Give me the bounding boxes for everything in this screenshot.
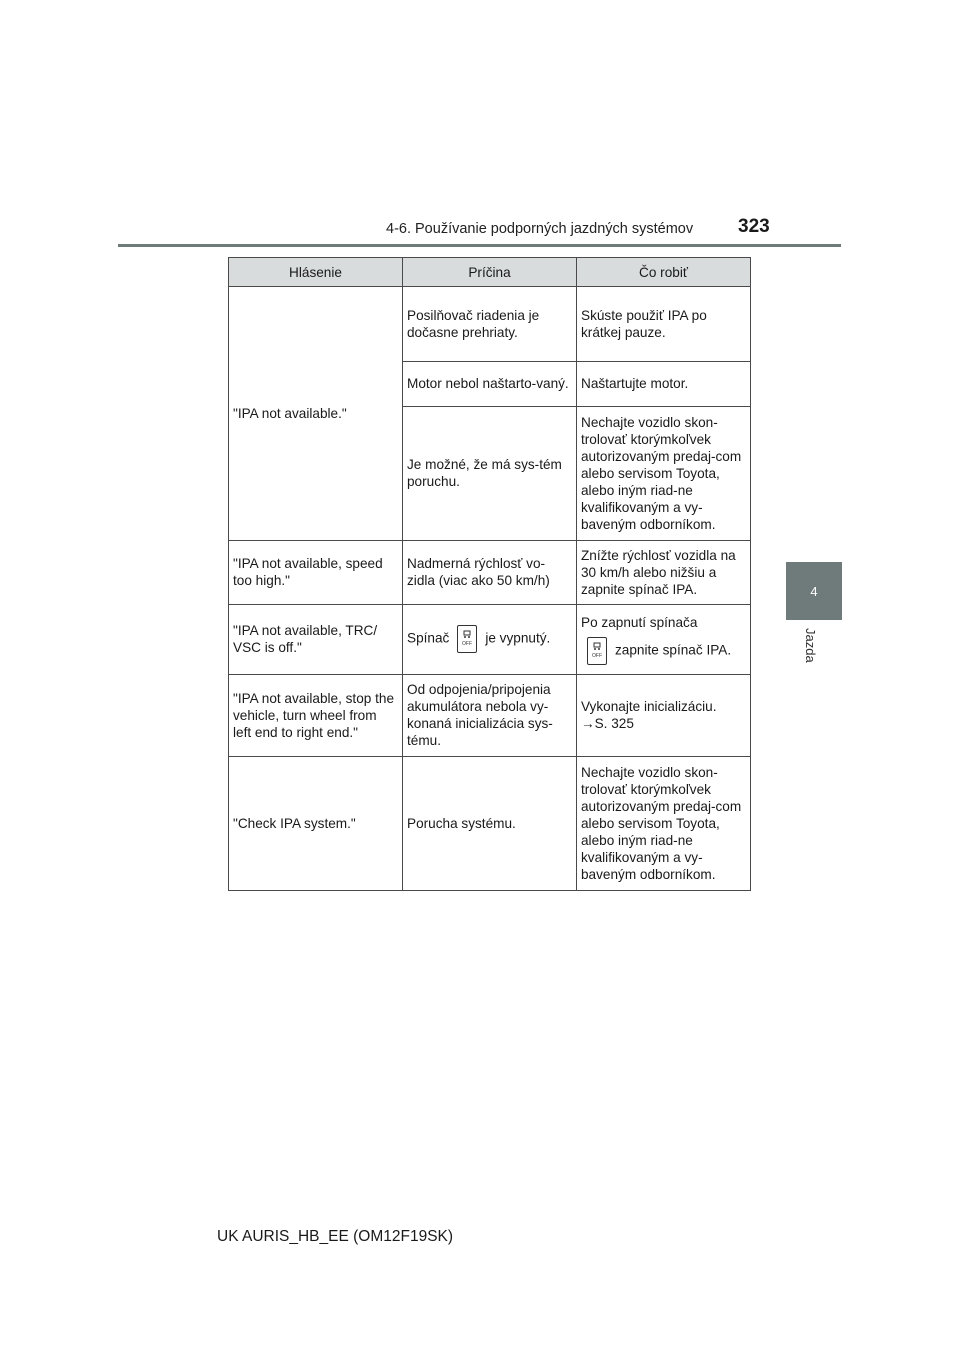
vsc-off-switch-icon <box>587 637 607 665</box>
table-row <box>229 757 751 891</box>
vsc-off-switch-icon <box>457 625 477 653</box>
action-cell: Naštartujte motor. <box>577 362 751 407</box>
message-cell: "Check IPA system." <box>229 757 403 891</box>
message-cell: "IPA not available." <box>229 287 403 541</box>
page-reference: →S. 325 <box>581 716 634 731</box>
action-text: Vykonajte inicializáciu. <box>581 699 717 714</box>
action-cell: Nechajte vozidlo skon-trolovať ktorýmkoľvek autorizovaným predaj-com alebo servisom Toyota, alebo iným riad-ne kvalifikovaným a vy-baveným odborníkom. <box>577 407 751 541</box>
table-row <box>229 605 751 675</box>
page-number: 323 <box>738 216 770 237</box>
action-cell: Znížte rýchlosť vozidla na 30 km/h alebo nižšiu a zapnite spínač IPA. <box>577 541 751 605</box>
action-cell: Skúste použiť IPA po krátkej pauze. <box>577 287 751 362</box>
table-row <box>229 287 751 362</box>
section-title: 4-6. Používanie podporných jazdných systémov <box>386 221 694 237</box>
table-header-row <box>229 258 751 287</box>
svg-text:OFF: OFF <box>462 641 473 647</box>
chapter-label: Jazda <box>803 628 818 663</box>
svg-text:OFF: OFF <box>592 652 602 659</box>
action-line-2-wrap <box>581 637 746 665</box>
action-line-2: zapnite spínač IPA. <box>615 642 732 658</box>
message-table <box>228 257 751 891</box>
message-cell: "IPA not available, speed too high." <box>229 541 403 605</box>
document-id: UK AURIS_HB_EE (OM12F19SK) <box>217 1228 454 1245</box>
cause-cell: Posilňovač riadenia je dočasne prehriaty. <box>403 287 577 362</box>
column-header-message: Hlásenie <box>229 258 403 287</box>
action-cell: Nechajte vozidlo skon-trolovať ktorýmkoľvek autorizovaným predaj-com alebo servisom Toyota, alebo iným riad-ne kvalifikovaným a vy-baveným odborníkom. <box>577 757 751 891</box>
chapter-tab <box>786 562 842 620</box>
message-cell: "IPA not available, stop the vehicle, turn wheel from left end to right end." <box>229 675 403 757</box>
table-row <box>229 541 751 605</box>
cause-cell: Od odpojenia/pripojenia akumulátora nebola vy-konaná inicializácia sys-tému. <box>403 675 577 757</box>
cause-cell: Porucha systému. <box>403 757 577 891</box>
header-divider <box>118 244 841 247</box>
cause-text-after: je vypnutý. <box>485 630 551 646</box>
cause-text-before: Spínač <box>407 630 450 646</box>
action-cell <box>577 605 751 675</box>
cause-cell: Je možné, že má sys-tém poruchu. <box>403 407 577 541</box>
cause-cell: Nadmerná rýchlosť vo-zidla (viac ako 50 km/h) <box>403 541 577 605</box>
action-line-1: Po zapnutí spínača <box>581 614 698 630</box>
cause-cell: Motor nebol naštarto-vaný. <box>403 362 577 407</box>
column-header-cause: Príčina <box>403 258 577 287</box>
column-header-action: Čo robiť <box>577 258 751 287</box>
message-cell: "IPA not available, TRC/ VSC is off." <box>229 605 403 675</box>
cause-cell <box>403 605 577 675</box>
action-cell <box>577 675 751 757</box>
table-row <box>229 675 751 757</box>
chapter-number: 4 <box>810 583 818 599</box>
